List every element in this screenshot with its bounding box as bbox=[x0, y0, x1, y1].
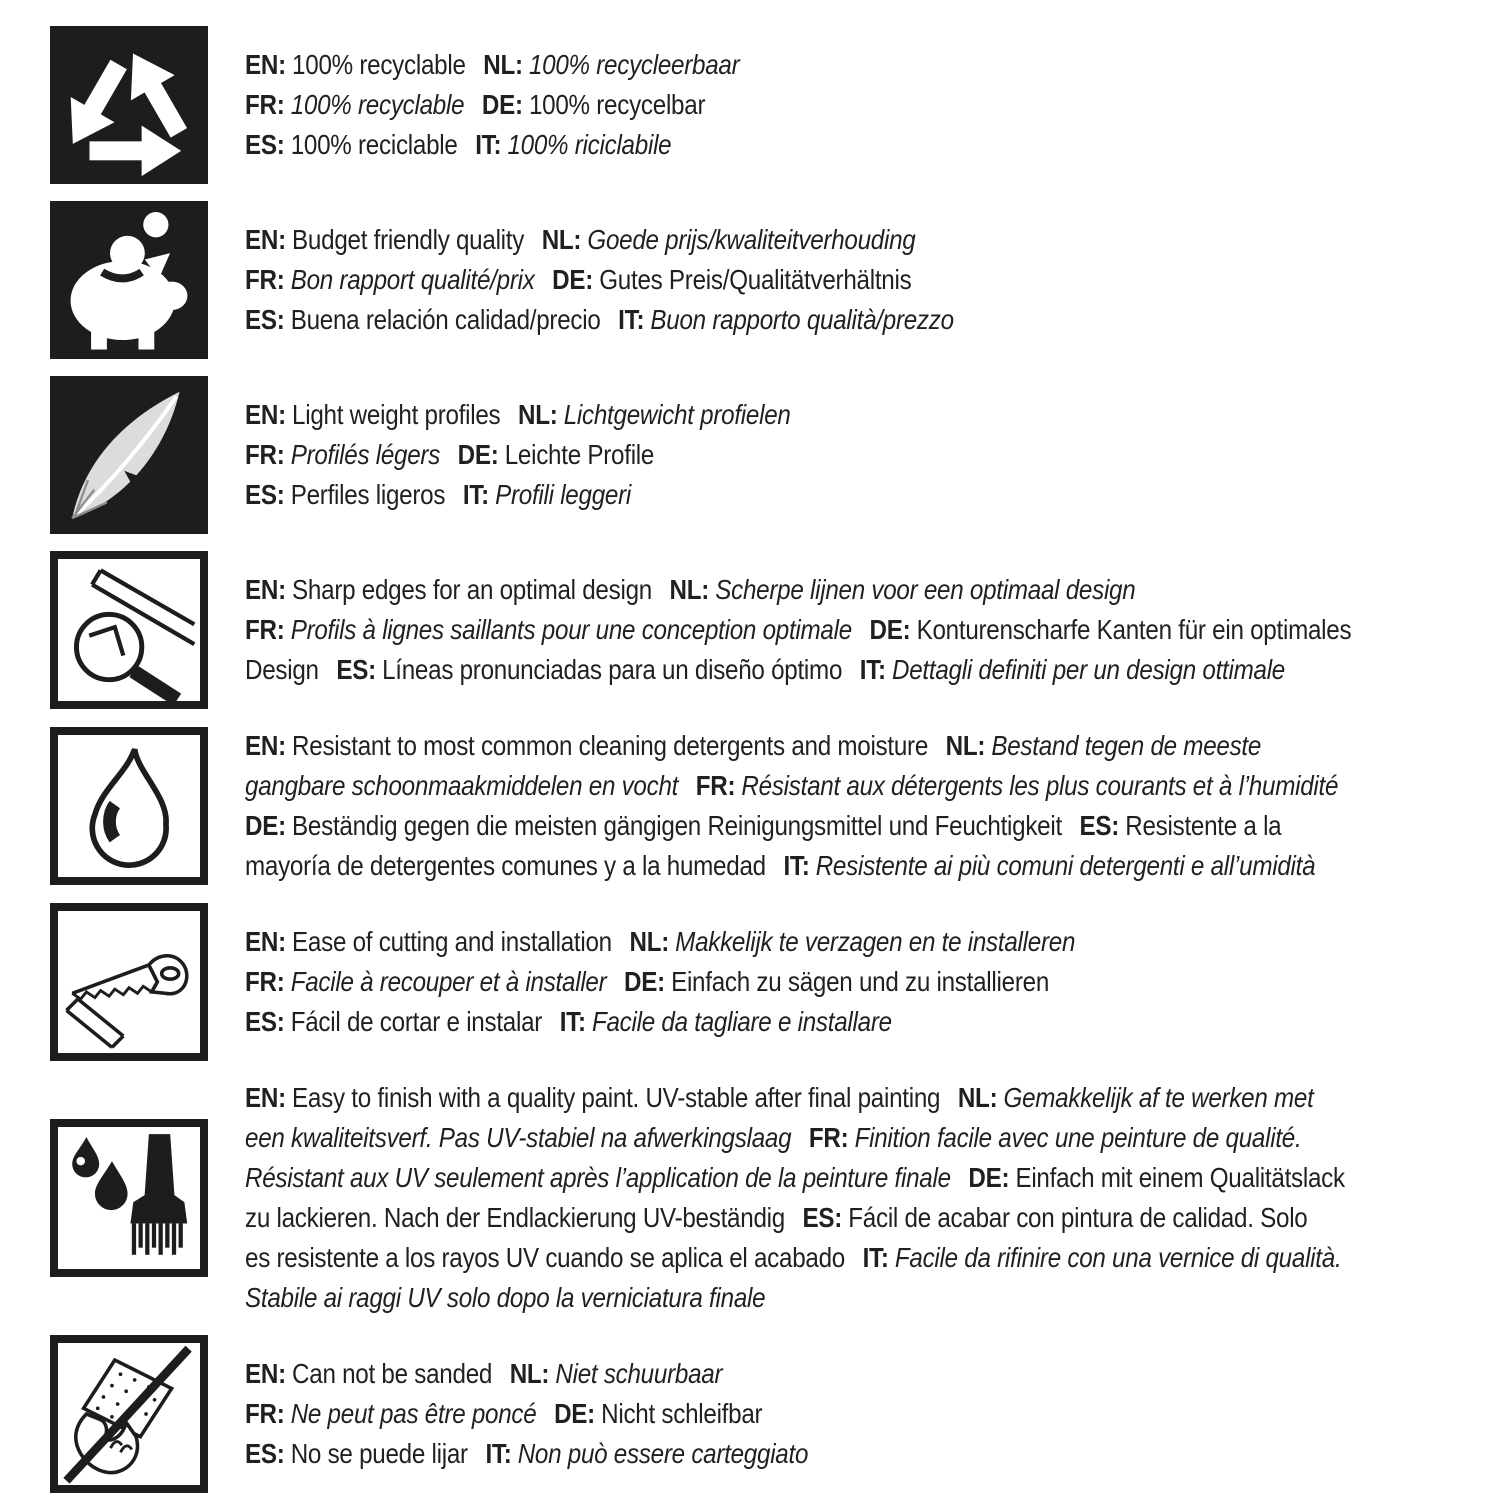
lang-label: DE: bbox=[245, 810, 286, 841]
lang-segment-es bbox=[245, 1006, 542, 1037]
lang-segment-en bbox=[245, 49, 466, 80]
lang-label: FR: bbox=[245, 966, 285, 997]
lang-segment-es bbox=[245, 129, 458, 160]
text-line bbox=[245, 85, 1341, 125]
lang-segment-it bbox=[475, 129, 671, 160]
lang-segment-en bbox=[245, 224, 524, 255]
lang-segment-cont bbox=[245, 1202, 785, 1233]
lang-text: zu lackieren. Nach der Endlackierung UV-beständig bbox=[245, 1202, 785, 1233]
lang-text: een kwaliteitsverf. Pas UV-stabiel na afwerkingslaag bbox=[245, 1122, 792, 1153]
lang-text: Ease of cutting and installation bbox=[292, 926, 612, 957]
lang-text: Easy to finish with a quality paint. UV-stable after final painting bbox=[292, 1082, 941, 1113]
lang-label: FR: bbox=[245, 1398, 285, 1429]
lang-text: Makkelijk te verzagen en te installeren bbox=[675, 926, 1076, 957]
lang-segment-de bbox=[624, 966, 1049, 997]
lang-label: ES: bbox=[336, 654, 376, 685]
text-line bbox=[245, 766, 1341, 806]
lang-label: IT: bbox=[862, 1242, 889, 1273]
lang-segment-fr bbox=[245, 439, 440, 470]
lang-segment-es bbox=[245, 1438, 468, 1469]
lang-text: Gutes Preis/Qualitätverhältnis bbox=[599, 264, 912, 295]
lang-text: Líneas pronunciadas para un diseño óptimo bbox=[382, 654, 843, 685]
feature-row bbox=[50, 551, 1490, 709]
lang-text: No se puede lijar bbox=[290, 1438, 468, 1469]
lang-label: NL: bbox=[483, 49, 523, 80]
lang-text: Profilés légers bbox=[290, 439, 441, 470]
text-line bbox=[245, 846, 1341, 886]
lang-segment-nl bbox=[483, 49, 739, 80]
lang-segment-cont bbox=[245, 654, 319, 685]
lang-label: ES: bbox=[802, 1202, 843, 1233]
text-line bbox=[245, 726, 1341, 766]
text-line bbox=[245, 1434, 1341, 1474]
feature-row bbox=[50, 1078, 1490, 1318]
lang-text: 100% reciclable bbox=[290, 129, 458, 160]
lang-segment-it bbox=[560, 1006, 892, 1037]
lang-label: DE: bbox=[552, 264, 594, 295]
lang-text: Budget friendly quality bbox=[292, 224, 525, 255]
text-line bbox=[245, 1158, 1345, 1198]
lang-label: FR: bbox=[808, 1122, 849, 1153]
lang-label: EN: bbox=[245, 574, 286, 605]
lang-text: Résistant aux UV seulement après l’application de la peinture finale bbox=[245, 1162, 951, 1193]
lang-segment-nl bbox=[946, 730, 1261, 761]
lang-text: Konturenscharfe Kanten für ein optimales bbox=[916, 614, 1352, 645]
lang-label: ES: bbox=[245, 479, 285, 510]
lang-segment-fr bbox=[245, 264, 535, 295]
lang-label: IT: bbox=[859, 654, 886, 685]
lang-segment-es bbox=[1080, 810, 1282, 841]
lang-label: DE: bbox=[481, 89, 523, 120]
text-line bbox=[245, 1078, 1341, 1118]
text-line bbox=[245, 125, 1341, 165]
lang-text: Resistente ai più comuni detergenti e all’umidità bbox=[815, 850, 1316, 881]
lang-segment-en bbox=[245, 399, 500, 430]
lang-segment-nl bbox=[510, 1358, 723, 1389]
lang-text: 100% recycleerbaar bbox=[528, 49, 740, 80]
lang-text: Buon rapporto qualità/prezzo bbox=[650, 304, 954, 335]
text-line bbox=[245, 570, 1341, 610]
lang-label: DE: bbox=[968, 1162, 1010, 1193]
lang-label: IT: bbox=[475, 129, 502, 160]
lang-text: Facile da tagliare e installare bbox=[591, 1006, 892, 1037]
piggy-bank-icon bbox=[50, 201, 208, 359]
lang-segment-es bbox=[803, 1202, 1308, 1233]
text-line bbox=[245, 1394, 1341, 1434]
lang-text: Niet schuurbaar bbox=[555, 1358, 723, 1389]
lang-segment-en bbox=[245, 926, 612, 957]
text-line bbox=[245, 475, 1341, 515]
feature-text bbox=[245, 726, 1341, 886]
lang-text: Résistant aux détergents les plus courants et à l’humidité bbox=[741, 770, 1339, 801]
feature-text bbox=[245, 1354, 1341, 1474]
lang-label: NL: bbox=[509, 1358, 550, 1389]
lang-text: Can not be sanded bbox=[292, 1358, 493, 1389]
lang-segment-en bbox=[245, 574, 652, 605]
lang-label: NL: bbox=[629, 926, 670, 957]
lang-segment-de bbox=[870, 614, 1352, 645]
lang-segment-nl bbox=[958, 1082, 1314, 1113]
feature-row bbox=[50, 376, 1490, 534]
lang-text: es resistente a los rayos UV cuando se aplica el acabado bbox=[245, 1242, 845, 1273]
feature-text bbox=[245, 45, 1341, 165]
lang-segment-fr bbox=[245, 1398, 536, 1429]
lang-text: Buena relación calidad/precio bbox=[290, 304, 601, 335]
lang-label: DE: bbox=[457, 439, 499, 470]
lang-segment-cont bbox=[245, 1162, 951, 1193]
lang-text: Bon rapport qualité/prix bbox=[290, 264, 535, 295]
lang-label: IT: bbox=[485, 1438, 512, 1469]
lang-text: 100% recyclable bbox=[292, 49, 466, 80]
feature-row bbox=[50, 1335, 1490, 1493]
lang-segment-fr bbox=[245, 614, 852, 645]
lang-text: Design bbox=[245, 654, 319, 685]
lang-label: IT: bbox=[783, 850, 810, 881]
text-line bbox=[245, 1278, 1341, 1318]
feature-text bbox=[245, 1078, 1345, 1318]
lang-segment-it bbox=[783, 850, 1315, 881]
lang-segment-fr bbox=[809, 1122, 1302, 1153]
lang-label: EN: bbox=[245, 399, 286, 430]
lang-label: EN: bbox=[245, 730, 286, 761]
feature-text bbox=[245, 220, 1341, 340]
lang-segment-fr bbox=[696, 770, 1338, 801]
lang-text: Resistente a la bbox=[1125, 810, 1282, 841]
lang-text: Facile da rifinire con una vernice di qualità. bbox=[894, 1242, 1342, 1273]
lang-segment-de bbox=[458, 439, 654, 470]
lang-label: DE: bbox=[624, 966, 665, 997]
feature-text bbox=[245, 570, 1352, 690]
lang-label: EN: bbox=[245, 224, 286, 255]
lang-text: gangbare schoonmaakmiddelen en vocht bbox=[245, 770, 679, 801]
lang-label: ES: bbox=[245, 1438, 285, 1469]
lang-label: ES: bbox=[245, 129, 285, 160]
lang-segment-nl bbox=[518, 399, 791, 430]
lang-segment-fr bbox=[245, 89, 464, 120]
feature-text bbox=[245, 395, 1341, 515]
text-line bbox=[245, 220, 1341, 260]
lang-label: ES: bbox=[1079, 810, 1120, 841]
lang-text: Fácil de cortar e instalar bbox=[290, 1006, 543, 1037]
text-line bbox=[245, 650, 1341, 690]
hand-saw-icon bbox=[50, 903, 208, 1061]
sharp-edges-magnifier-icon bbox=[50, 551, 208, 709]
lang-segment-en bbox=[245, 730, 928, 761]
lang-label: NL: bbox=[945, 730, 986, 761]
lang-text: Resistant to most common cleaning detergents and moisture bbox=[292, 730, 929, 761]
lang-label: FR: bbox=[245, 439, 285, 470]
lang-label: DE: bbox=[869, 614, 911, 645]
text-line bbox=[245, 1198, 1341, 1238]
lang-segment-de bbox=[968, 1162, 1344, 1193]
lang-text: Facile à recouper et à installer bbox=[290, 966, 607, 997]
lang-segment-it bbox=[618, 304, 954, 335]
lang-text: Leichte Profile bbox=[504, 439, 655, 470]
feather-icon bbox=[50, 376, 208, 534]
text-line bbox=[245, 962, 1341, 1002]
lang-text: Nicht schleifbar bbox=[601, 1398, 763, 1429]
lang-segment-cont bbox=[245, 770, 678, 801]
lang-label: NL: bbox=[518, 399, 558, 430]
feature-row bbox=[50, 726, 1490, 886]
lang-text: 100% recyclable bbox=[290, 89, 465, 120]
feature-row bbox=[50, 201, 1490, 359]
lang-label: DE: bbox=[554, 1398, 595, 1429]
lang-segment-de bbox=[552, 264, 911, 295]
lang-text: Fácil de acabar con pintura de calidad. Solo bbox=[848, 1202, 1308, 1233]
text-line bbox=[245, 1002, 1341, 1042]
recycle-icon bbox=[50, 26, 208, 184]
lang-label: NL: bbox=[957, 1082, 998, 1113]
lang-segment-it bbox=[485, 1438, 808, 1469]
lang-segment-de bbox=[245, 810, 1062, 841]
lang-segment-nl bbox=[670, 574, 1136, 605]
lang-text: Goede prijs/kwaliteitverhouding bbox=[587, 224, 916, 255]
text-line bbox=[245, 1238, 1341, 1278]
lang-text: Dettagli definiti per un design ottimale bbox=[891, 654, 1286, 685]
lang-label: FR: bbox=[245, 264, 285, 295]
lang-label: IT: bbox=[462, 479, 489, 510]
lang-segment-de bbox=[482, 89, 705, 120]
lang-text: Einfach zu sägen und zu installieren bbox=[671, 966, 1050, 997]
text-line bbox=[245, 395, 1341, 435]
feature-row bbox=[50, 26, 1490, 184]
lang-segment-fr bbox=[245, 966, 606, 997]
lang-segment-cont bbox=[245, 1282, 765, 1313]
lang-text: 100% riciclabile bbox=[507, 129, 672, 160]
lang-label: EN: bbox=[245, 1358, 286, 1389]
lang-text: Non può essere carteggiato bbox=[517, 1438, 809, 1469]
lang-label: EN: bbox=[245, 1082, 286, 1113]
text-line bbox=[245, 435, 1341, 475]
lang-text: Profils à lignes saillants pour une conception optimale bbox=[290, 614, 852, 645]
lang-text: Perfiles ligeros bbox=[290, 479, 446, 510]
lang-text: mayoría de detergentes comunes y a la humedad bbox=[245, 850, 766, 881]
lang-text: 100% recycelbar bbox=[528, 89, 706, 120]
lang-text: Sharp edges for an optimal design bbox=[292, 574, 652, 605]
lang-text: Scherpe lijnen voor een optimaal design bbox=[715, 574, 1136, 605]
lang-segment-it bbox=[860, 654, 1285, 685]
lang-label: FR: bbox=[245, 89, 285, 120]
lang-segment-nl bbox=[542, 224, 916, 255]
lang-text: Beständig gegen die meisten gängigen Reinigungsmittel und Feuchtigkeit bbox=[292, 810, 1062, 841]
lang-label: FR: bbox=[695, 770, 736, 801]
lang-text: Stabile ai raggi UV solo dopo la verniciatura finale bbox=[245, 1282, 766, 1313]
lang-label: EN: bbox=[245, 49, 286, 80]
lang-text: Einfach mit einem Qualitätslack bbox=[1015, 1162, 1345, 1193]
no-sanding-icon bbox=[50, 1335, 208, 1493]
lang-text: Ne peut pas être poncé bbox=[290, 1398, 537, 1429]
lang-text: Profili leggeri bbox=[495, 479, 632, 510]
lang-text: Bestand tegen de meeste bbox=[991, 730, 1262, 761]
lang-text: Gemakkelijk af te werken met bbox=[1003, 1082, 1314, 1113]
lang-label: ES: bbox=[245, 1006, 285, 1037]
lang-label: NL: bbox=[669, 574, 710, 605]
lang-label: IT: bbox=[559, 1006, 586, 1037]
text-line bbox=[245, 922, 1341, 962]
text-line bbox=[245, 806, 1341, 846]
lang-segment-en bbox=[245, 1082, 940, 1113]
water-droplet-icon bbox=[50, 727, 208, 885]
feature-row bbox=[50, 903, 1490, 1061]
lang-label: NL: bbox=[541, 224, 582, 255]
lang-label: EN: bbox=[245, 926, 286, 957]
lang-segment-it bbox=[463, 479, 631, 510]
paint-brush-icon bbox=[50, 1119, 208, 1277]
lang-segment-es bbox=[245, 479, 445, 510]
text-line bbox=[245, 45, 1341, 85]
text-line bbox=[245, 1354, 1341, 1394]
text-line bbox=[245, 610, 1352, 650]
lang-segment-en bbox=[245, 1358, 492, 1389]
lang-segment-it bbox=[863, 1242, 1342, 1273]
lang-segment-cont bbox=[245, 1122, 791, 1153]
lang-segment-cont bbox=[245, 850, 766, 881]
lang-segment-es bbox=[245, 304, 601, 335]
lang-label: ES: bbox=[245, 304, 285, 335]
text-line bbox=[245, 260, 1341, 300]
lang-segment-de bbox=[554, 1398, 762, 1429]
text-line bbox=[245, 300, 1341, 340]
lang-segment-cont bbox=[245, 1242, 845, 1273]
lang-label: FR: bbox=[245, 614, 285, 645]
lang-label: IT: bbox=[618, 304, 645, 335]
lang-text: Light weight profiles bbox=[292, 399, 501, 430]
lang-text: Lichtgewicht profielen bbox=[563, 399, 791, 430]
lang-segment-es bbox=[336, 654, 842, 685]
lang-segment-nl bbox=[629, 926, 1075, 957]
text-line bbox=[245, 1118, 1341, 1158]
lang-text: Finition facile avec une peinture de qualité. bbox=[854, 1122, 1302, 1153]
feature-text bbox=[245, 922, 1341, 1042]
